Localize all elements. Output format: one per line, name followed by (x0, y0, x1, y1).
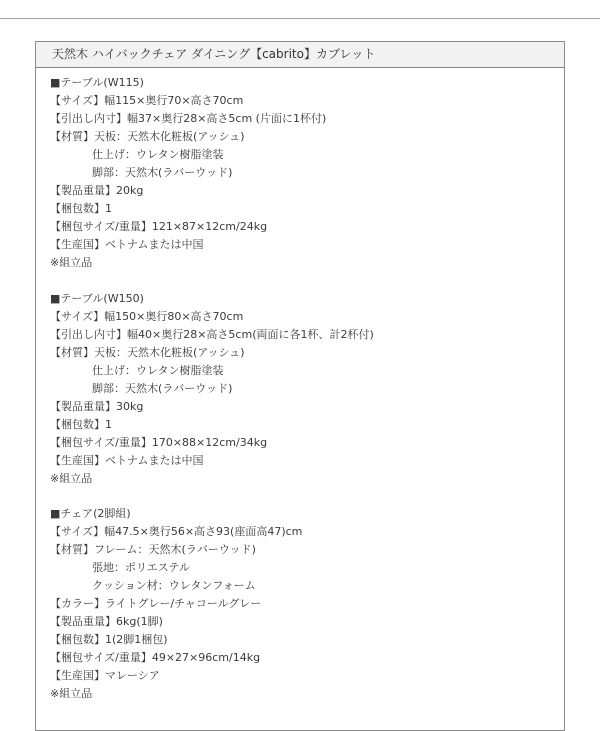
spec-assembly-note: ※組立品 (50, 471, 93, 485)
spec-size: 【サイズ】幅150×奥行80×高さ70cm (50, 309, 244, 323)
spec-color: 【カラー】ライトグレー/チャコールグレー (50, 597, 262, 610)
spec-packages: 【梱包数】1 (50, 202, 112, 215)
spec-upholstery: 張地：ポリエステル (92, 561, 191, 574)
spec-size: 【サイズ】幅115×奥行70×高さ70cm (50, 94, 244, 107)
section-chair (50, 505, 564, 703)
spec-cushion: クッション材：ウレタンフォーム (92, 579, 256, 592)
section-heading: ■テーブル(W150) (50, 291, 144, 305)
spec-origin: 【生産国】ベトナムまたは中国 (50, 238, 204, 251)
section-table-w115 (50, 74, 564, 272)
spec-packages: 【梱包数】1 (50, 417, 112, 431)
spec-material: 【材質】天板：天然木化粧板(アッシュ) (50, 130, 245, 143)
section-table-w150 (50, 290, 564, 488)
spec-assembly-note: ※組立品 (50, 256, 93, 269)
section-heading: ■テーブル(W115) (50, 76, 144, 89)
spec-material: 【材質】天板：天然木化粧板(アッシュ) (50, 345, 245, 359)
spec-drawer: 【引出し内寸】幅40×奥行28×高さ5cm(両面に各1杯、計2杯付) (50, 327, 374, 341)
spec-origin: 【生産国】ベトナムまたは中国 (50, 453, 204, 467)
spec-material: 【材質】フレーム：天然木(ラバーウッド) (50, 543, 256, 556)
spec-size: 【サイズ】幅47.5×奥行56×高さ93(座面高47)cm (50, 525, 303, 538)
spec-table (35, 41, 565, 731)
spec-package-size: 【梱包サイズ/重量】121×87×12cm/24kg (50, 220, 268, 233)
spec-weight: 【製品重量】20kg (50, 184, 144, 197)
spec-packages: 【梱包数】1(2脚1梱包) (50, 633, 168, 646)
spec-weight: 【製品重量】6kg(1脚) (50, 615, 163, 628)
section-heading: ■チェア(2脚組) (50, 507, 131, 520)
spec-origin: 【生産国】マレーシア (50, 669, 160, 682)
spec-legs: 脚部：天然木(ラバーウッド) (92, 381, 233, 395)
spec-body (36, 68, 564, 703)
spec-legs: 脚部：天然木(ラバーウッド) (92, 166, 233, 179)
spec-finish: 仕上げ：ウレタン樹脂塗装 (92, 363, 224, 377)
top-divider (0, 18, 600, 19)
spec-finish: 仕上げ：ウレタン樹脂塗装 (92, 148, 224, 161)
spec-package-size: 【梱包サイズ/重量】49×27×96cm/14kg (50, 651, 261, 664)
spec-title: 天然木 ハイバックチェア ダイニング【cabrito】カブレット (36, 42, 564, 68)
spec-weight: 【製品重量】30kg (50, 399, 144, 413)
spec-package-size: 【梱包サイズ/重量】170×88×12cm/34kg (50, 435, 268, 449)
spec-drawer: 【引出し内寸】幅37×奥行28×高さ5cm (片面に1杯付) (50, 112, 327, 125)
spec-assembly-note: ※組立品 (50, 687, 93, 700)
